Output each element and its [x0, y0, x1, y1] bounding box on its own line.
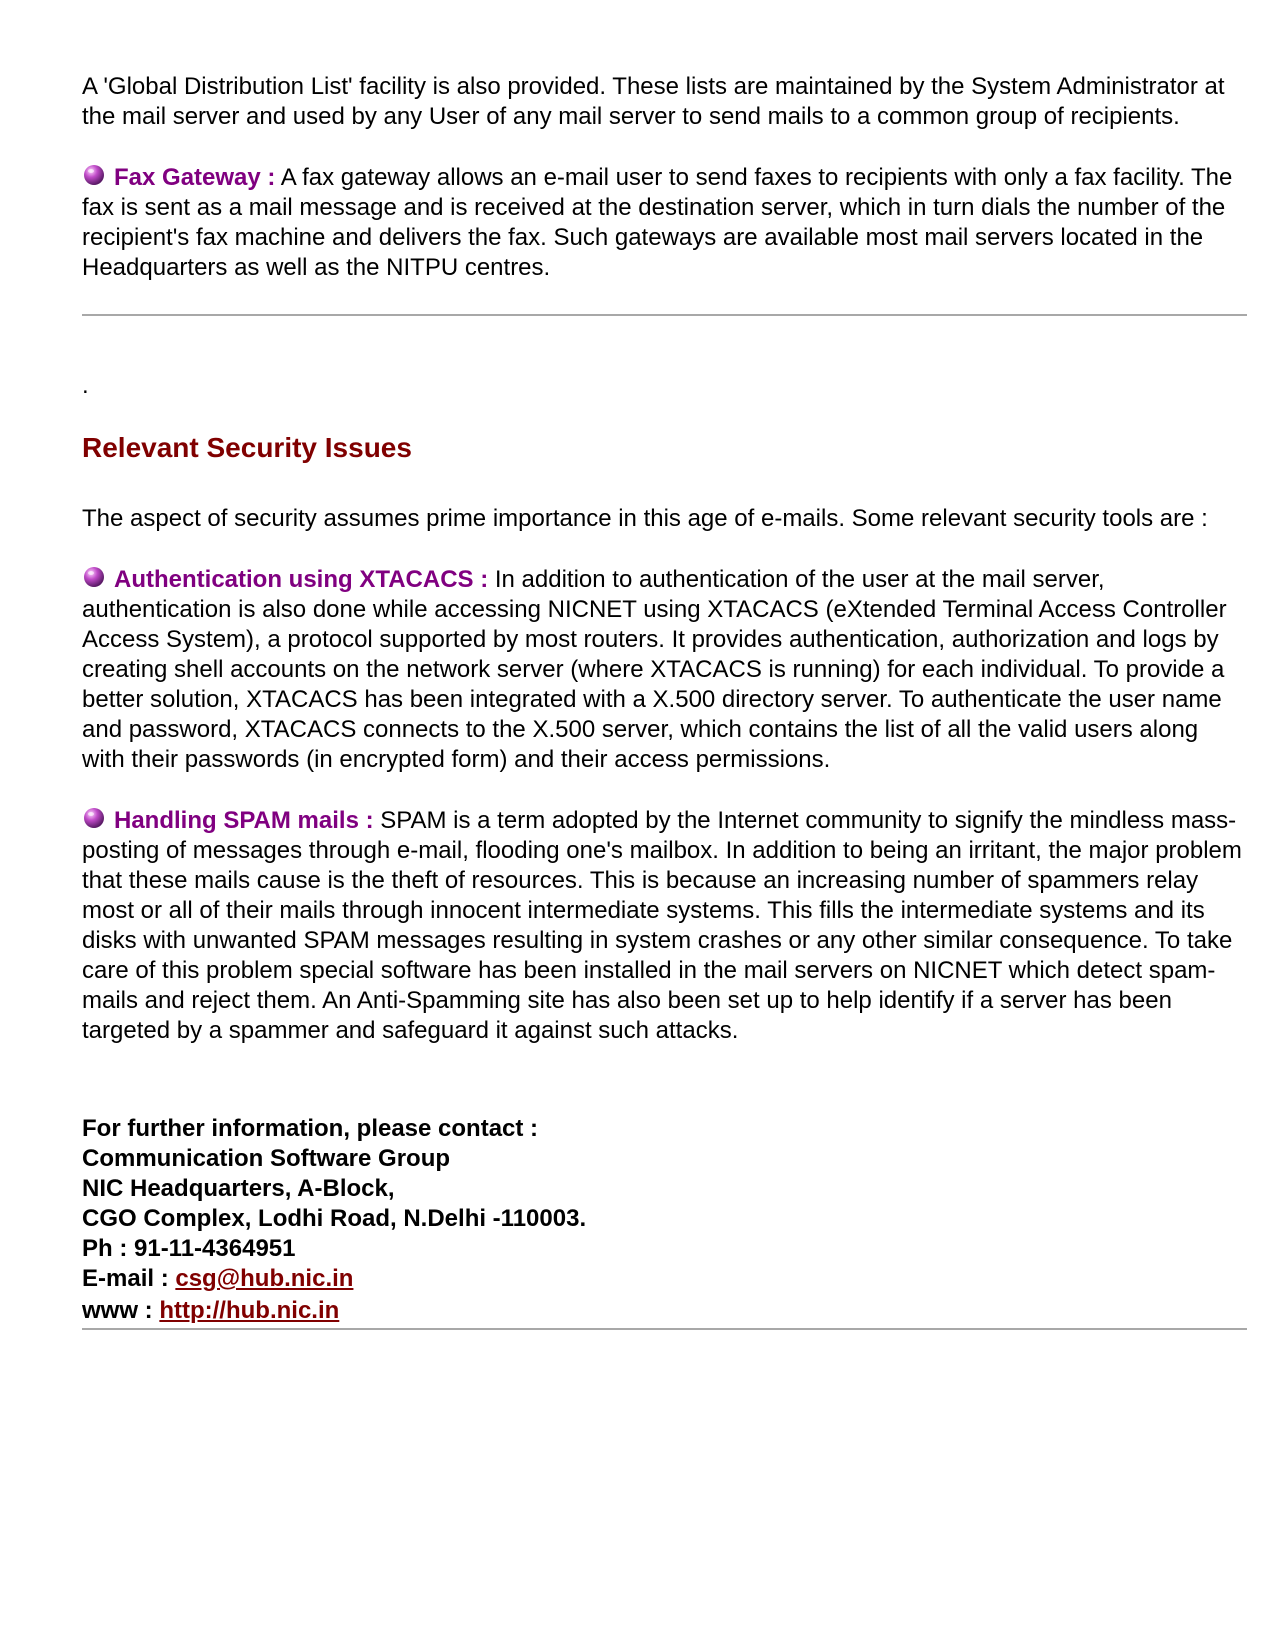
purple-sphere-icon	[82, 806, 106, 830]
contact-block	[82, 1114, 1247, 1328]
xtacacs-paragraph	[82, 565, 1247, 775]
fax-gateway-paragraph	[82, 163, 1247, 283]
document-page	[82, 72, 1247, 1330]
separator-dot: .	[82, 372, 89, 399]
www-label: www :	[82, 1297, 160, 1324]
xtacacs-term: Authentication using XTACACS :	[114, 566, 489, 593]
contact-email-line	[82, 1264, 1247, 1294]
horizontal-divider-bottom	[82, 1328, 1247, 1330]
email-link[interactable]: csg@hub.nic.in	[175, 1265, 354, 1292]
email-label: E-mail :	[82, 1265, 176, 1292]
contact-intro: For further information, please contact :	[82, 1115, 539, 1142]
xtacacs-text: In addition to authentication of the user at the mail server, authentication is also done while accessing NICNET using XTACACS (eXtended Terminal Access Controller Access System), a protocol supported by most routers. It provides authentication, authorization and logs by creating shell accounts on the network server (where XTACACS is running) for each individual. To provide a better solution, XTACACS has been integrated with a X.500 directory server. To authenticate the user name and password, XTACACS connects to the X.500 server, which contains the list of all the valid users along with their passwords (in encrypted form) and their access permissions.	[82, 566, 1227, 773]
horizontal-divider	[82, 314, 1247, 316]
security-intro-paragraph: The aspect of security assumes prime importance in this age of e-mails. Some relevant security tools are :	[82, 505, 1208, 532]
contact-address-1: NIC Headquarters, A-Block,	[82, 1175, 395, 1202]
spam-paragraph	[82, 806, 1247, 1046]
contact-www-line	[82, 1294, 1247, 1328]
website-link[interactable]: http://hub.nic.in	[159, 1297, 340, 1324]
section-heading: Relevant Security Issues	[82, 432, 412, 463]
spam-term: Handling SPAM mails :	[114, 807, 374, 834]
spam-text: SPAM is a term adopted by the Internet community to signify the mindless mass-posting of messages through e-mail, flooding one's mailbox. In addition to being an irritant, the major problem that these mails cause is the theft of resources. This is because an increasing number of spammers relay most or all of their mails through innocent intermediate systems. This fills the intermediate systems and its disks with unwanted SPAM messages resulting in system crashes or any other similar consequence. To take care of this problem special software has been installed in the mail servers on NICNET which detect spam-mails and reject them. An Anti-Spamming site has also been set up to help identify if a server has been targeted by a spammer and safeguard it against such attacks.	[82, 807, 1242, 1044]
fax-gateway-text: A fax gateway allows an e-mail user to send faxes to recipients with only a fax facility. The fax is sent as a mail message and is received at the destination server, which in turn dials the number of the recipient's fax machine and delivers the fax. Such gateways are available most mail servers located in the Headquarters as well as the NITPU centres.	[82, 164, 1233, 281]
purple-sphere-icon	[82, 565, 106, 589]
global-distribution-paragraph: A 'Global Distribution List' facility is also provided. These lists are maintained by the System Administrator at the mail server and used by any User of any mail server to send mails to a common group of recipients.	[82, 73, 1225, 130]
contact-phone: Ph : 91-11-4364951	[82, 1235, 296, 1262]
contact-group: Communication Software Group	[82, 1145, 451, 1172]
purple-sphere-icon	[82, 163, 106, 187]
contact-address-2: CGO Complex, Lodhi Road, N.Delhi -110003.	[82, 1205, 587, 1232]
fax-gateway-term: Fax Gateway :	[114, 164, 276, 191]
